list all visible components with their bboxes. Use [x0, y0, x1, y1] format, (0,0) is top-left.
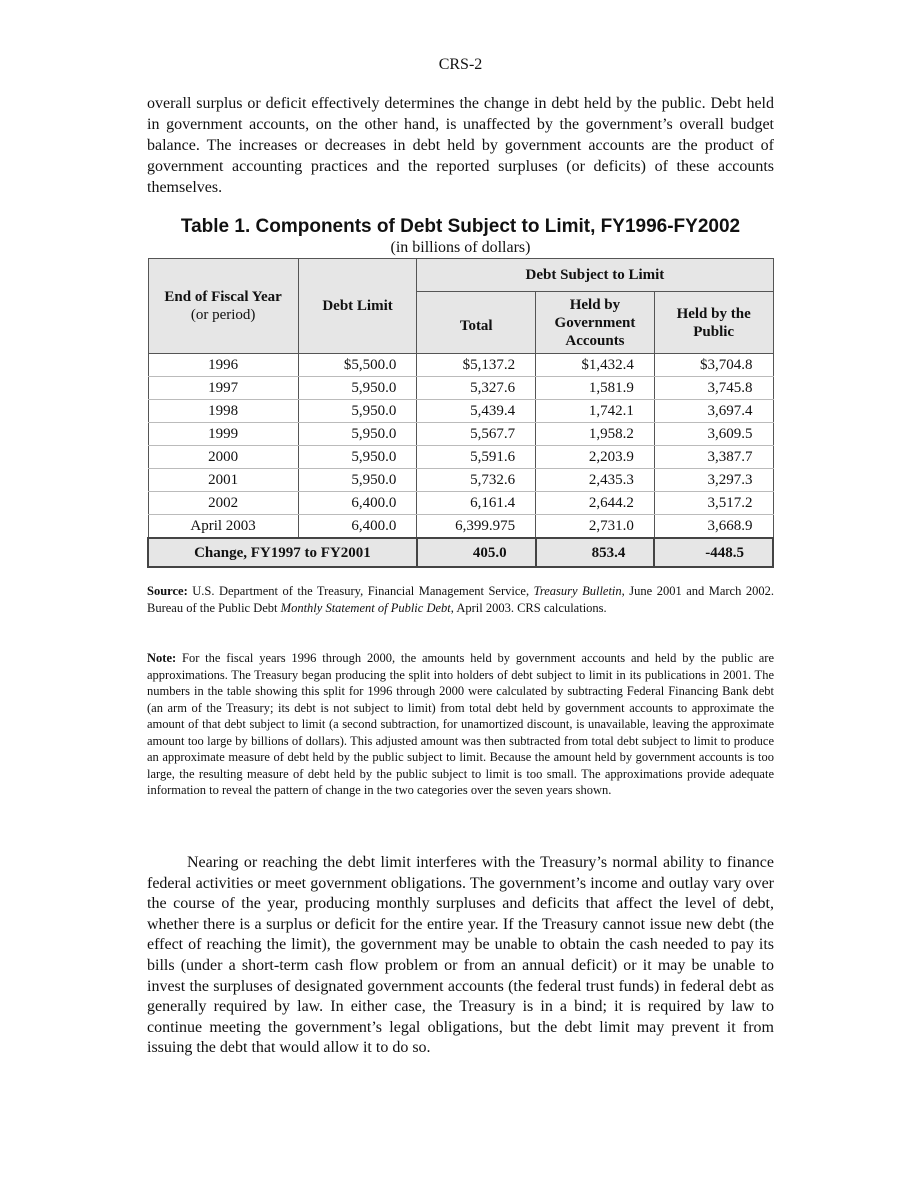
cell-debt-limit: 5,950.0	[298, 446, 417, 469]
table-row	[148, 354, 773, 377]
page-number-header: CRS-2	[438, 56, 483, 73]
cell-debt-limit: 6,400.0	[298, 515, 417, 539]
source-label: Source:	[147, 584, 188, 598]
change-row-label: Change, FY1997 to FY2001	[148, 538, 417, 567]
header-fiscal-year-line1: End of Fiscal Year	[164, 289, 282, 305]
table-row	[148, 469, 773, 492]
cell-total: 5,591.6	[417, 446, 536, 469]
table-row	[148, 423, 773, 446]
table-row	[148, 515, 773, 539]
cell-year: 1997	[148, 377, 298, 400]
cell-total: $5,137.2	[417, 354, 536, 377]
body-paragraph: Nearing or reaching the debt limit interferes with the Treasury’s normal ability to finance federal activities or meet government obligations. The government’s income and outlay vary over the course of the year, producing monthly surpluses and deficits that affect the level of debt, whether there is a surplus or deficit for the entire year. If the Treasury cannot issue new debt (the effect of reaching the limit), the government may be unable to obtain the cash needed to pay its bills (under a short-term cash flow problem or from an annual deficit) or it may be unable to invest the surpluses of designated government accounts (the federal trust funds) in federal debt as generally required by law. In either case, the Treasury is in a bind; it is required by law to continue meeting the government’s legal obligations, but the debt limit may prevent it from issuing the debt that would allow it to do so.	[147, 854, 774, 1057]
cell-held-by-government: 1,958.2	[536, 423, 655, 446]
header-fiscal-year-line2: (or period)	[190, 307, 256, 323]
source-italic-b: Monthly Statement of Public Debt	[280, 600, 451, 615]
header-total: Total	[417, 292, 536, 354]
cell-held-by-government: 2,731.0	[536, 515, 655, 539]
cell-held-by-government: 2,435.3	[536, 469, 655, 492]
header-held-by-public	[654, 292, 773, 354]
cell-debt-limit: 5,950.0	[298, 469, 417, 492]
header-gov-line3: Accounts	[565, 332, 625, 349]
header-held-by-government	[536, 292, 655, 354]
header-debt-limit: Debt Limit	[298, 259, 417, 354]
header-gov-line1: Held by	[569, 296, 621, 313]
cell-held-by-public: 3,517.2	[654, 492, 773, 515]
cell-total: 5,567.7	[417, 423, 536, 446]
cell-year: April 2003	[148, 515, 298, 539]
cell-held-by-public: $3,704.8	[654, 354, 773, 377]
intro-paragraph: overall surplus or deficit effectively determines the change in debt held by the public. Debt held in government accounts, on the other hand, is unaffected by the government’s overall budget balance. The increases or decreases in debt held by government accounts are the product of government accounting practices and the reported surpluses (or deficits) of these accounts themselves.	[147, 95, 774, 196]
cell-debt-limit: $5,500.0	[298, 354, 417, 377]
header-public-line2: Public	[693, 323, 735, 340]
cell-total: 6,399.975	[417, 515, 536, 539]
change-row-gov: 853.4	[536, 538, 655, 567]
header-fiscal-year	[148, 259, 298, 354]
table-row	[148, 377, 773, 400]
cell-year: 1998	[148, 400, 298, 423]
cell-total: 5,439.4	[417, 400, 536, 423]
cell-year: 2002	[148, 492, 298, 515]
cell-held-by-public: 3,609.5	[654, 423, 773, 446]
cell-year: 2000	[148, 446, 298, 469]
cell-held-by-public: 3,297.3	[654, 469, 773, 492]
cell-year: 1999	[148, 423, 298, 446]
source-text-c: , April 2003. CRS calculations.	[450, 600, 607, 615]
table-row	[148, 446, 773, 469]
cell-held-by-government: 2,644.2	[536, 492, 655, 515]
cell-held-by-public: 3,697.4	[654, 400, 773, 423]
cell-debt-limit: 5,950.0	[298, 400, 417, 423]
source-italic-a: Treasury Bulletin	[533, 584, 622, 598]
cell-debt-limit: 6,400.0	[298, 492, 417, 515]
cell-total: 5,732.6	[417, 469, 536, 492]
cell-year: 2001	[148, 469, 298, 492]
change-row	[148, 538, 773, 567]
cell-held-by-public: 3,668.9	[654, 515, 773, 539]
source-text-a: U.S. Department of the Treasury, Financial Management Service,	[187, 584, 534, 598]
table-subtitle: (in billions of dollars)	[390, 239, 531, 256]
cell-debt-limit: 5,950.0	[298, 423, 417, 446]
cell-debt-limit: 5,950.0	[298, 377, 417, 400]
cell-held-by-government: $1,432.4	[536, 354, 655, 377]
table-row	[148, 492, 773, 515]
cell-held-by-government: 1,742.1	[536, 400, 655, 423]
table-note	[147, 650, 774, 799]
cell-held-by-government: 1,581.9	[536, 377, 655, 400]
debt-components-table	[147, 258, 774, 568]
cell-total: 6,161.4	[417, 492, 536, 515]
cell-held-by-public: 3,387.7	[654, 446, 773, 469]
change-row-public: -448.5	[654, 538, 773, 567]
header-debt-subject-group: Debt Subject to Limit	[417, 259, 773, 292]
note-text: For the fiscal years 1996 through 2000, the amounts held by government accounts and held by the public are approximations. The Treasury began producing the split into holders of debt subject to limit in its publications in 2001. The numbers in the table showing this split for 1996 through 2000 were calculated by subtracting Federal Financing Bank debt (an arm of the Treasury; its debt is not subject to limit) from total debt held by government accounts to approximate the amount of that debt subject to limit (a second subtraction, for unamortized discount, is unavailable, leaving the approximate amount too large by billions of dollars). This adjusted amount was then subtracted from total debt subject to limit to produce an approximate measure of debt held by the public subject to limit. Because the amount held by government accounts is too large, the resulting measure of debt held by the public subject to limit is too small. The approximations provide adequate information to reveal the pattern of change in the two categories over the seven years shown.	[147, 651, 774, 797]
cell-year: 1996	[148, 354, 298, 377]
table-title: Table 1. Components of Debt Subject to Limit, FY1996-FY2002	[180, 216, 741, 237]
table-row	[148, 400, 773, 423]
header-gov-line2: Government	[554, 314, 636, 331]
header-public-line1: Held by the	[676, 305, 751, 322]
note-label: Note:	[147, 651, 177, 665]
cell-held-by-public: 3,745.8	[654, 377, 773, 400]
cell-held-by-government: 2,203.9	[536, 446, 655, 469]
table-body	[148, 354, 773, 539]
source-note	[147, 583, 774, 616]
cell-total: 5,327.6	[417, 377, 536, 400]
source-text-b: , June 2001 and March 2002. Bureau of the Public Debt	[147, 584, 774, 615]
change-row-total: 405.0	[417, 538, 536, 567]
